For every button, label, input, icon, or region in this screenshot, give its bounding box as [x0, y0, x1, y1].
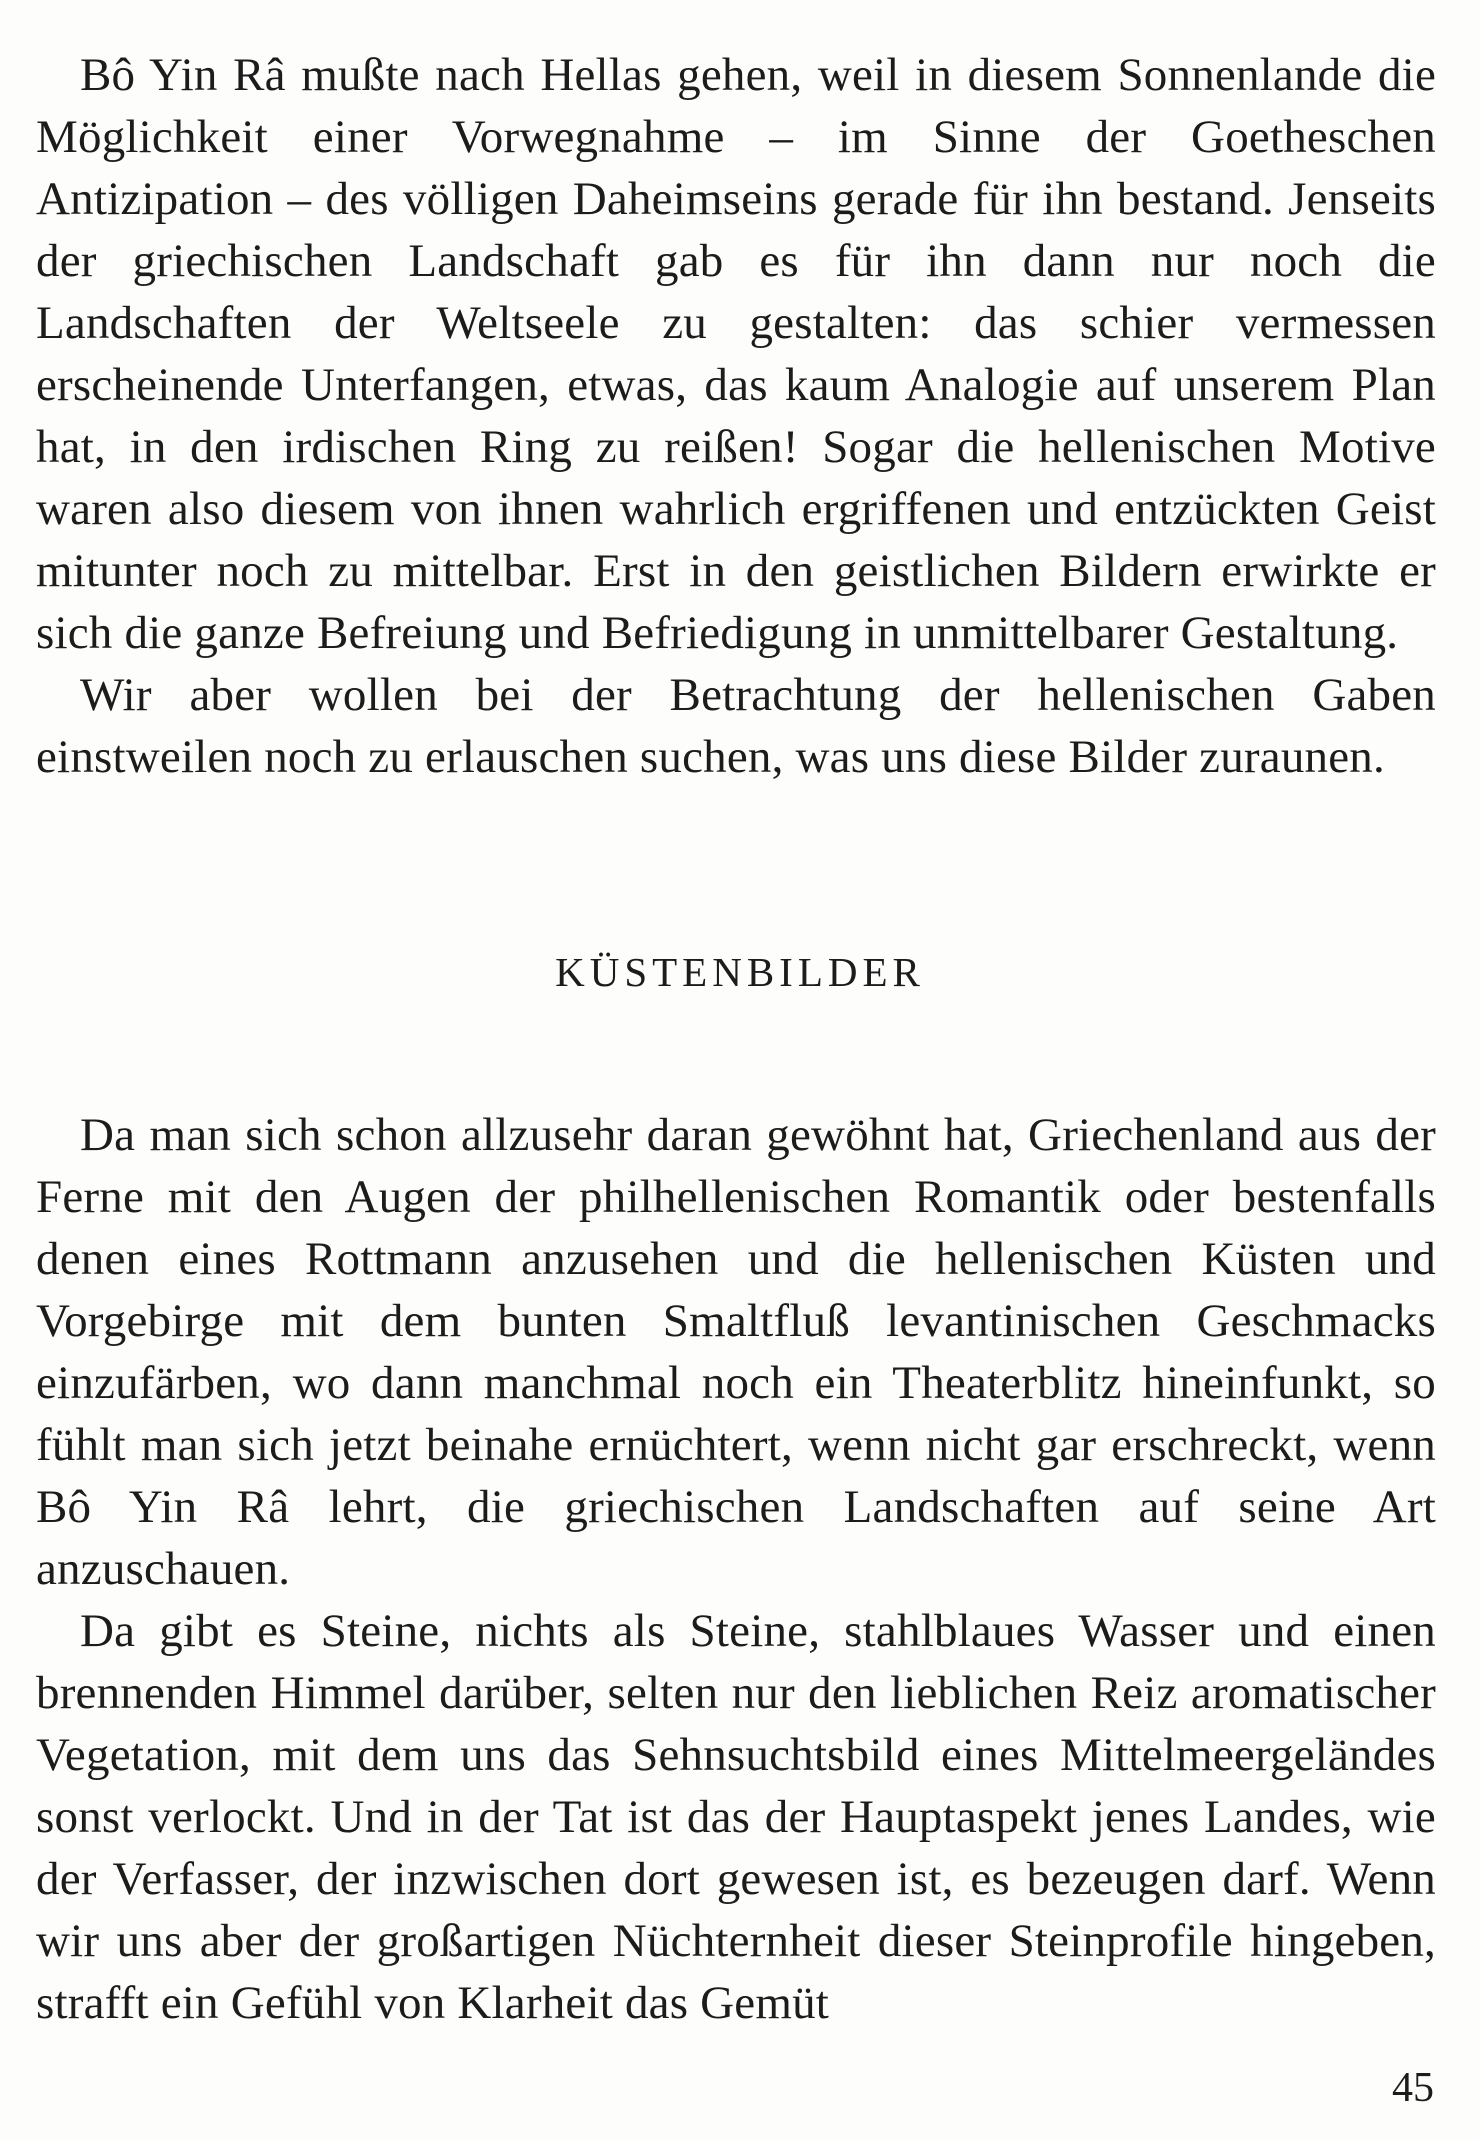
page-number: 45	[1392, 2065, 1434, 2111]
paragraph: Da gibt es Steine, nichts als Steine, stahlblaues Wasser und einen brennenden Himmel darüber, selten nur den lieblichen Reiz aromatischer Vegetation, mit dem uns das Sehnsuchtsbild eines Mittelmeergeländes sonst verlockt. Und in der Tat ist das der Hauptaspekt jenes Landes, wie der Verfasser, der inzwischen dort gewesen ist, es bezeugen darf. Wenn wir uns aber der großartigen Nüchternheit dieser Steinprofile hingeben, strafft ein Gefühl von Klarheit das Gemüt	[36, 1605, 1436, 2029]
paragraph: Bô Yin Râ mußte nach Hellas gehen, weil in diesem Sonnenlande die Möglichkeit einer Vorwegnahme – im Sinne der Goetheschen Antizipation – des völligen Daheimseins gerade für ihn bestand. Jenseits der griechischen Landschaft gab es für ihn dann nur noch die Landschaften der Weltseele zu gestalten: das schier vermessen erscheinende Unterfangen, etwas, das kaum Analogie auf unserem Plan hat, in den irdischen Ring zu reißen! Sogar die hellenischen Motive waren also diesem von ihnen wahrlich ergriffenen und entzückten Geist mitunter noch zu mittelbar. Erst in den geistlichen Bildern erwirkte er sich die ganze Befreiung und Befriedigung in unmittelbarer Gestaltung.	[36, 49, 1436, 659]
paragraph: Da man sich schon allzusehr daran gewöhnt hat, Griechenland aus der Ferne mit den Augen der philhellenischen Romantik oder bestenfalls denen eines Rottmann anzusehen und die hellenischen Küsten und Vorgebirge mit dem bunten Smaltfluß levantinischen Geschmacks einzufärben, wo dann manchmal noch ein Theaterblitz hineinfunkt, so fühlt man sich jetzt beinahe ernüchtert, wenn nicht gar erschreckt, wenn Bô Yin Râ lehrt, die griechischen Landschaften auf seine Art anzuschauen.	[36, 1109, 1436, 1595]
section-heading: KÜSTENBILDER	[555, 949, 925, 995]
kuestenbilder-text-block	[36, 1104, 1436, 2034]
intro-text-block	[36, 44, 1436, 788]
paragraph: Wir aber wollen bei der Betrachtung der hellenischen Gaben einstweilen noch zu erlauschen suchen, was uns diese Bilder zuraunen.	[36, 669, 1436, 783]
